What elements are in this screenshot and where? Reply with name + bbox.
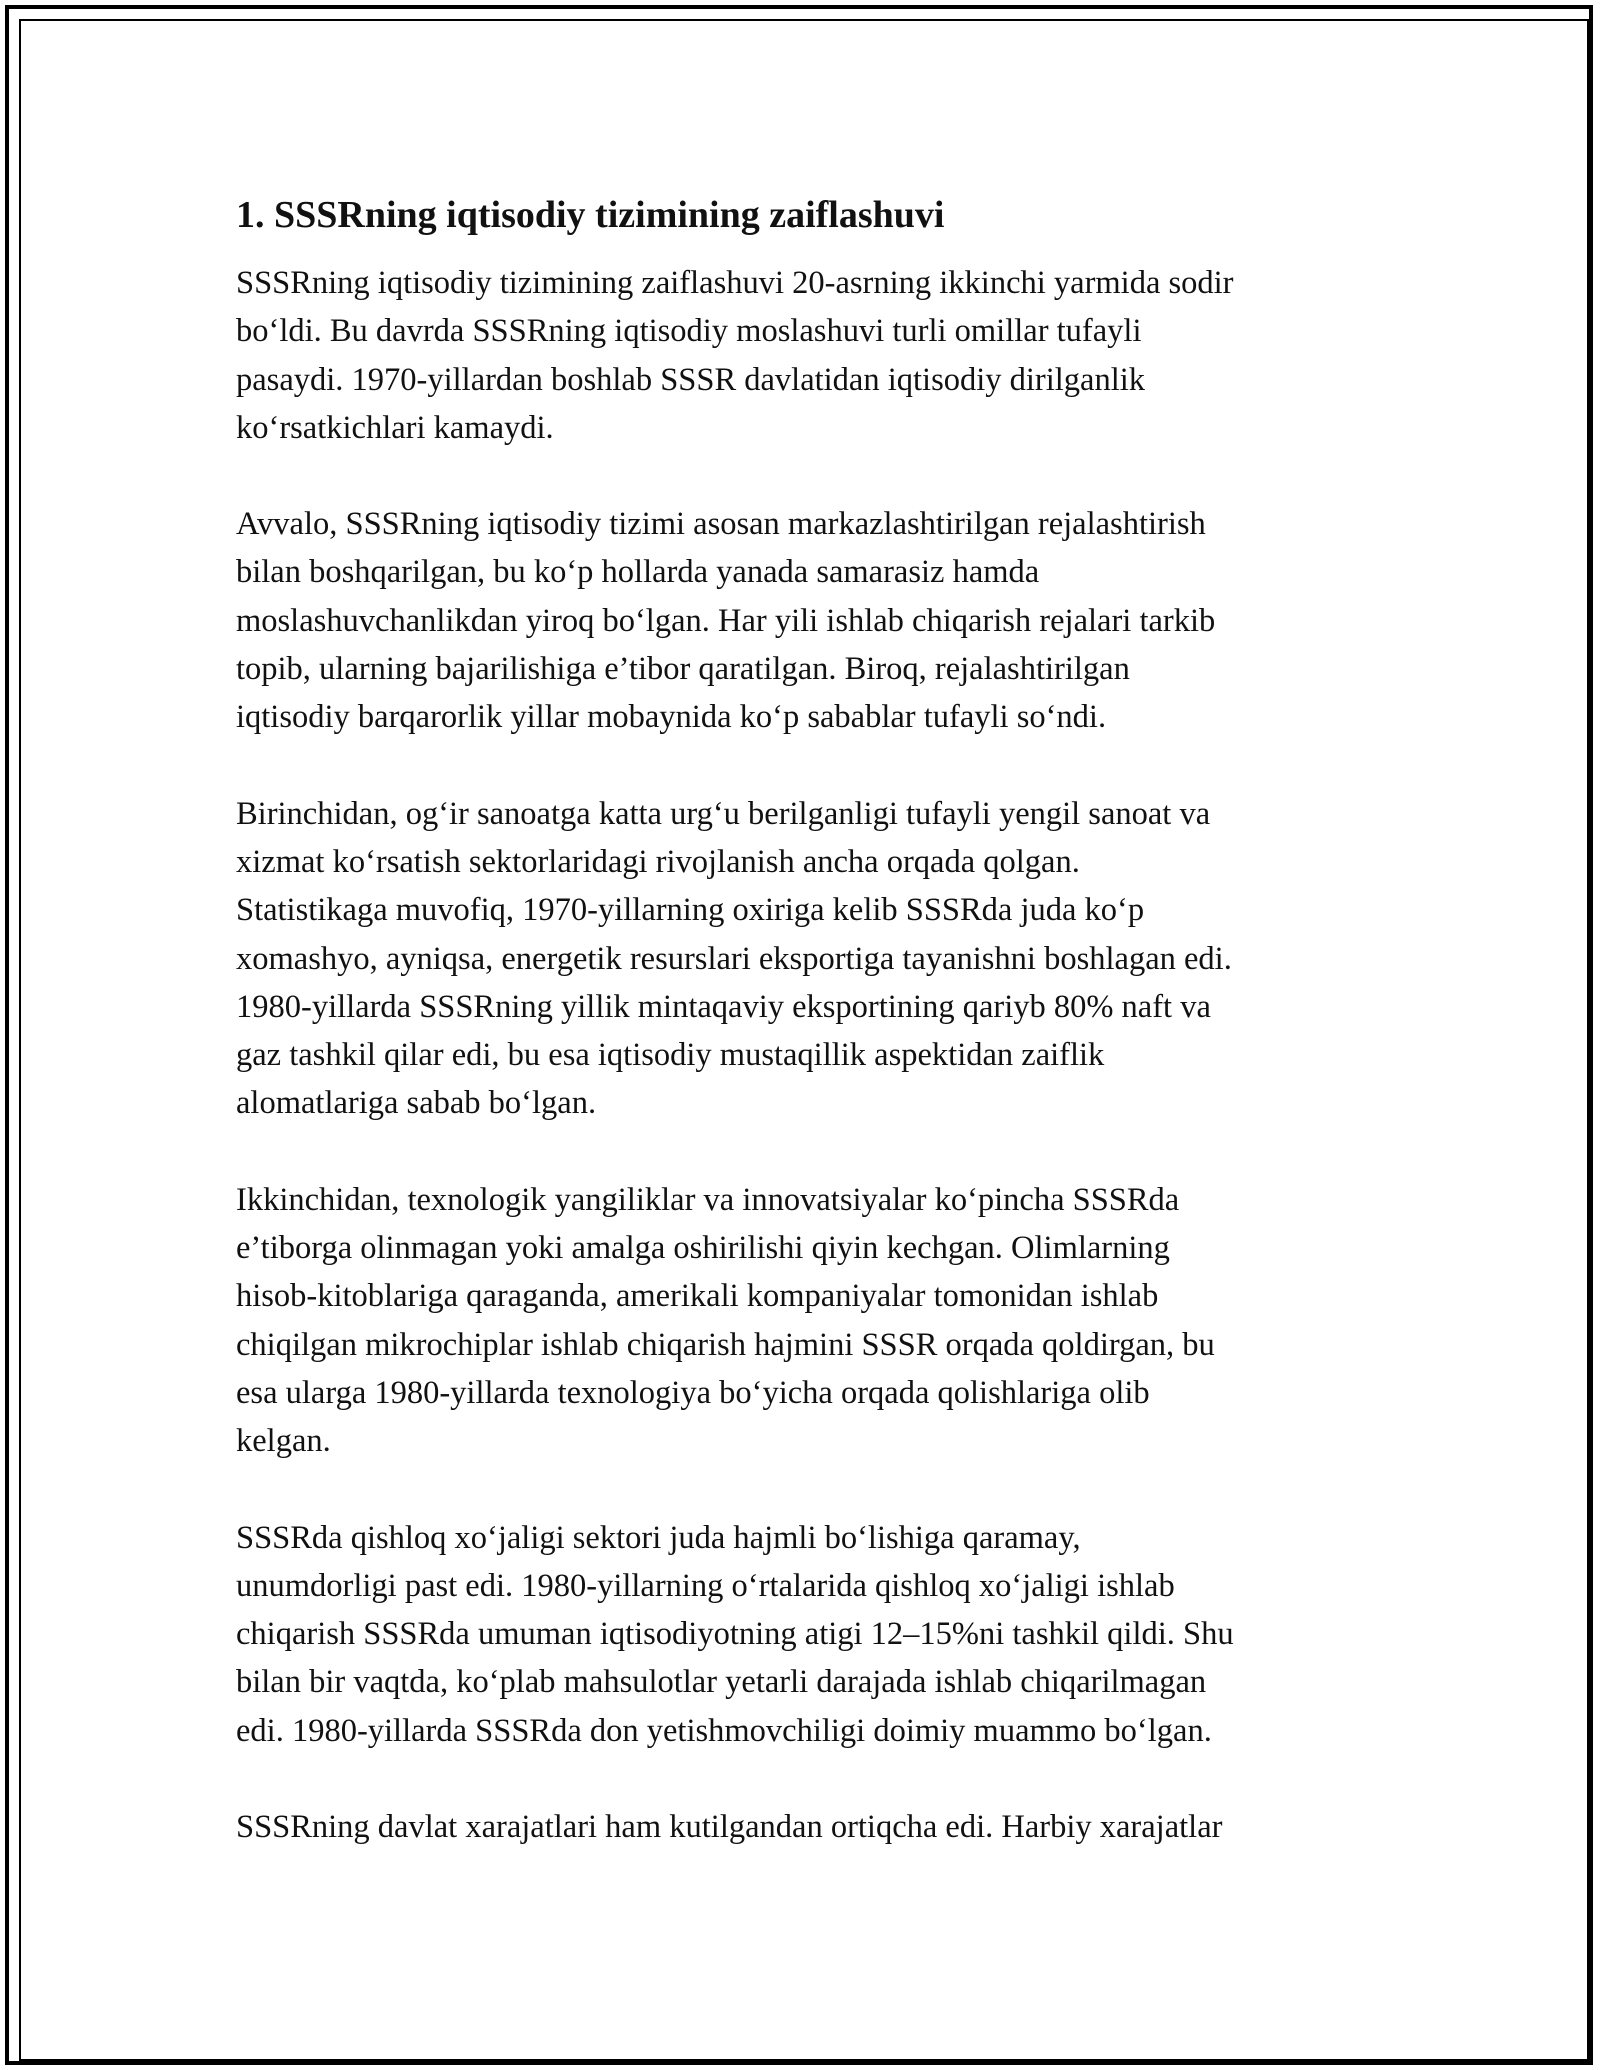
paragraph-intro: SSSRning iqtisodiy tizimining zaiflashuvi 20-asrning ikkinchi yarmida sodir bo‘ldi. Bu davrda SSSRning iqtisodiy moslashuvi turli omillar tufayli pasaydi. 1970-yillardan boshlab SSSR davlatidan iqtisodiy dirilganlik ko‘rsatkichlari kamaydi. xyxy=(236,265,1234,446)
paragraph-state-spending: SSSRning davlat xarajatlari ham kutilgandan ortiqcha edi. Harbiy xarajatlar xyxy=(236,1809,1223,1846)
paragraph-agriculture: SSSRda qishloq xo‘jaligi sektori juda hajmli bo‘lishiga qaramay, unumdorligi past edi. 1980-yillarning o‘rtalarida qishloq xo‘jaligi ishlab chiqarish SSSRda umuman iqtisodiyotning atigi 12–15%ni tashkil qildi. Shu bilan bir vaqtda, ko‘plab mahsulotlar yetarli darajada ishlab chiqarilmagan edi. 1980-yillarda SSSRda don yetishmovchiligi doimiy muammo bo‘lgan. xyxy=(236,1519,1234,1749)
paragraph-technology: Ikkinchidan, texnologik yangiliklar va innovatsiyalar ko‘pincha SSSRda e’tiborga olinmagan yoki amalga oshirilishi qiyin kechgan. Olimlarning hisob-kitoblariga qaraganda, amerikali kompaniyalar tomonidan ishlab chiqilgan mikrochiplar ishlab chiqarish hajmini SSSR orqada qoldirgan, bu esa ularga 1980-yillarda texnologiya bo‘yicha orqada qolishlariga olib kelgan. xyxy=(236,1181,1215,1460)
paragraph-heavy-industry: Birinchidan, og‘ir sanoatga katta urg‘u berilganligi tufayli yengil sanoat va xizmat ko‘rsatish sektorlaridagi rivojlanish ancha orqada qolgan. Statistikaga muvofiq, 1970-yillarning oxiriga kelib SSSRda juda ko‘p xomashyo, ayniqsa, energetik resurslari eksportiga tayanishni boshlagan edi. 1980-yillarda SSSRning yillik mintaqaviy eksportining qariyb 80% naft va gaz tashkil qilar edi, bu esa iqtisodiy mustaqillik aspektidan zaiflik alomatlariga sabab bo‘lgan. xyxy=(236,795,1232,1122)
section-heading: 1. SSSRning iqtisodiy tizimining zaiflashuvi xyxy=(236,194,945,236)
paragraph-central-planning: Avvalo, SSSRning iqtisodiy tizimi asosan markazlashtirilgan rejalashtirish bilan boshqarilgan, bu ko‘p hollarda yanada samarasiz hamda moslashuvchanlikdan yiroq bo‘lgan. Har yili ishlab chiqarish rejalari tarkib topib, ularning bajarilishiga e’tibor qaratilgan. Biroq, rejalashtirilgan iqtisodiy barqarorlik yillar mobaynida ko‘p sabablar tufayli so‘ndi. xyxy=(236,506,1216,736)
document-body xyxy=(236,185,1386,1851)
